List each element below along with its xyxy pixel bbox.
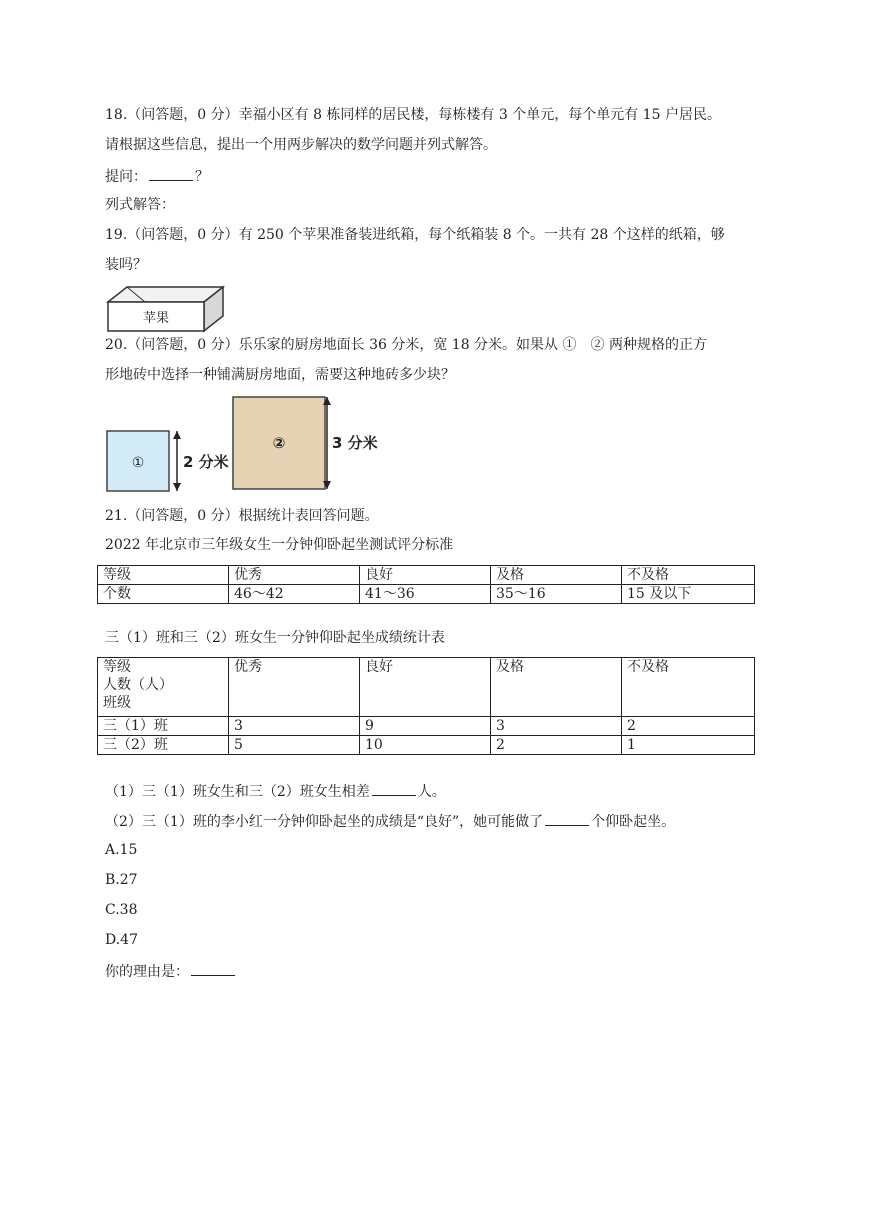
apple-box-illustration (105, 284, 225, 334)
apple-box-label: 苹果 (142, 311, 170, 326)
table-cell: 1 (622, 736, 755, 755)
option-d[interactable]: D.47 (105, 932, 138, 948)
q20-line2: 形地砖中选择一种铺满厨房地面，需要这种地砖多少块？ (105, 367, 455, 383)
q21-sub1 (105, 780, 446, 802)
q21-sub2-blank[interactable] (545, 810, 589, 826)
table-cell: 优秀 (229, 658, 360, 717)
tile2-mark: ② (272, 434, 286, 452)
tile1-size: 2 分米 (183, 453, 229, 471)
table-cell: 5 (229, 736, 360, 755)
q19-line2: 装吗？ (105, 257, 147, 273)
q21-sub1-blank[interactable] (372, 780, 416, 796)
table1-title: 2022 年北京市三年级女生一分钟仰卧起坐测试评分标准 (105, 537, 454, 553)
q21-sub1-text: （1）三（1）班女生和三（2）班女生相差 (105, 784, 370, 800)
tile1-mark: ① (131, 455, 145, 471)
table-cell: 及格 (491, 658, 622, 717)
q18-ask-label: 提问： (105, 169, 147, 185)
q21-reason-label: 你的理由是： (105, 964, 189, 980)
q21-sub2 (105, 810, 675, 832)
table-cell: 三（1）班 (98, 717, 229, 736)
tile-figures (105, 395, 395, 495)
table-cell: 3 (491, 717, 622, 736)
table-cell: 不及格 (622, 658, 755, 717)
option-c[interactable]: C.38 (105, 902, 138, 918)
q20-line1: 20.（问答题，0 分）乐乐家的厨房地面长 36 分米，宽 18 分米。如果从 ① ② 两种规格的正方 (105, 337, 707, 353)
table-cell: 35～16 (491, 585, 622, 604)
class-results-table (97, 657, 755, 755)
table-cell: 15 及以下 (622, 585, 755, 604)
table-row (98, 717, 755, 736)
table-cell: 41～36 (360, 585, 491, 604)
table-cell: 不及格 (622, 566, 755, 585)
scoring-standard-table (97, 565, 755, 604)
corner-label-count: 人数（人） (103, 677, 173, 693)
table-corner-cell (98, 658, 229, 717)
table-cell: 良好 (360, 566, 491, 585)
option-a[interactable]: A.15 (105, 842, 138, 858)
table-cell: 等级 (98, 566, 229, 585)
q18-line1: 18.（问答题，0 分）幸福小区有 8 栋同样的居民楼，每栋楼有 3 个单元，每个单元有 15 户居民。 (105, 107, 721, 123)
table-cell: 个数 (98, 585, 229, 604)
table-cell: 2 (622, 717, 755, 736)
tile2-size: 3 分米 (332, 434, 378, 452)
q18-solve-label: 列式解答： (105, 197, 175, 213)
q21-reason (105, 960, 237, 982)
table-cell: 2 (491, 736, 622, 755)
q18-line2: 请根据这些信息，提出一个用两步解决的数学问题并列式解答。 (105, 137, 497, 153)
table-cell: 46～42 (229, 585, 360, 604)
corner-label-class: 班级 (103, 695, 131, 711)
table-cell: 3 (229, 717, 360, 736)
q18-ask-end: ？ (195, 169, 209, 185)
table-cell: 优秀 (229, 566, 360, 585)
table-row (98, 736, 755, 755)
option-b[interactable]: B.27 (105, 872, 138, 888)
q21-reason-blank[interactable] (191, 960, 235, 976)
table-cell: 10 (360, 736, 491, 755)
table-cell: 三（2）班 (98, 736, 229, 755)
q18-ask-blank[interactable] (149, 165, 193, 181)
corner-label-grade: 等级 (103, 659, 131, 675)
table-cell: 及格 (491, 566, 622, 585)
table2-title: 三（1）班和三（2）班女生一分钟仰卧起坐成绩统计表 (105, 630, 445, 646)
table-cell: 良好 (360, 658, 491, 717)
table-row (98, 566, 755, 585)
table-row (98, 658, 755, 717)
q21-sub2-text: （2）三（1）班的李小红一分钟仰卧起坐的成绩是“良好”，她可能做了 (105, 814, 544, 830)
q21-sub2-end: 个仰卧起坐。 (591, 814, 676, 830)
table-cell: 9 (360, 717, 491, 736)
q19-line1: 19.（问答题，0 分）有 250 个苹果准备装进纸箱，每个纸箱装 8 个。一共有 28 个这样的纸箱，够 (105, 227, 725, 243)
q18-ask (105, 165, 209, 187)
table-row (98, 585, 755, 604)
q21-line1: 21.（问答题，0 分）根据统计表回答问题。 (105, 508, 379, 524)
q21-sub1-end: 人。 (417, 784, 446, 800)
